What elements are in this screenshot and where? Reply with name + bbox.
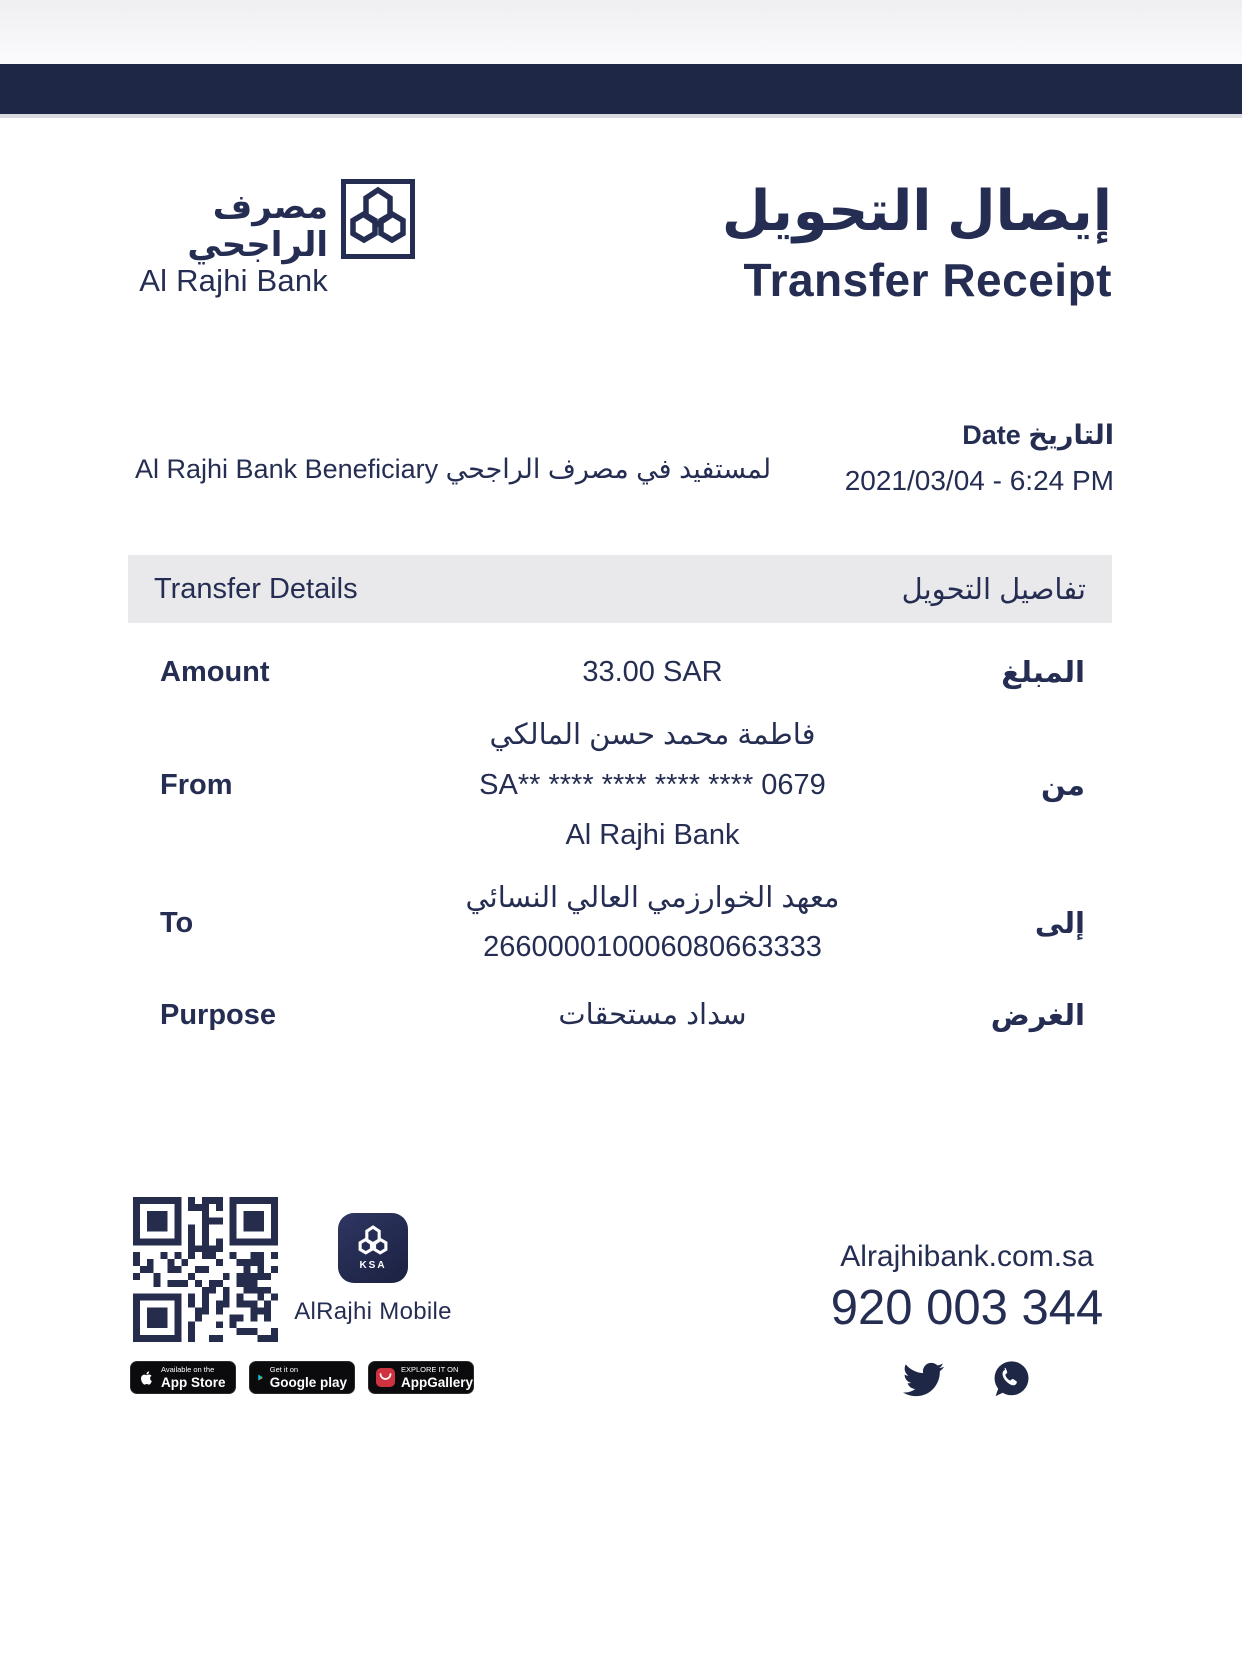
bank-emblem-icon [340,178,416,260]
huawei-appgallery-icon [376,1368,395,1387]
beneficiary-account-number: 266000010006080663333 [483,931,822,963]
from-row [128,710,1112,860]
googleplay-badge[interactable] [249,1361,355,1394]
app-emblem-icon [353,1225,393,1259]
ksa-badge: KSA [359,1260,387,1271]
qr-code [133,1197,278,1342]
date-block [845,420,1114,498]
date-label: التاريخ Date [962,420,1114,450]
amount-label-en: Amount [160,655,270,688]
logo-text [128,180,328,296]
to-row [128,874,1112,972]
website-link[interactable]: Alrajhibank.com.sa [840,1240,1094,1273]
purpose-value: سداد مستحقات [558,999,747,1031]
contact-block [817,1240,1117,1400]
receipt-title-arabic: إيصال التحويل [721,179,1112,242]
from-label-ar: من [1040,769,1085,802]
purpose-label-ar: الغرض [990,999,1085,1032]
amount-row [128,646,1112,698]
social-icons-row [817,1358,1117,1400]
appgallery-badge-top: EXPLORE IT ON [401,1364,459,1374]
amount-label-ar: المبلغ [1001,656,1085,689]
beneficiary-name: معهد الخوارزمي العالي النسائي [465,882,840,914]
whatsapp-icon[interactable] [990,1358,1032,1400]
to-value [420,874,885,972]
sender-bank: Al Rajhi Bank [565,819,740,851]
google-play-icon [257,1369,264,1386]
app-name-label: AlRajhi Mobile [294,1298,452,1325]
twitter-icon[interactable] [903,1359,944,1400]
appstore-badge-bottom: App Store [161,1374,226,1390]
appstore-badge[interactable] [130,1361,236,1394]
top-strip [0,0,1242,64]
al-rajhi-logo [128,180,416,296]
amount-value: 33.00 SAR [582,656,723,688]
logo-english-text: Al Rajhi Bank [139,263,328,298]
logo-arabic-text: مصرف الراجحي [187,188,328,264]
googleplay-badge-bottom: Google play [269,1374,347,1390]
sender-name: فاطمة محمد حسن المالكي [489,719,816,751]
appgallery-badge[interactable] [368,1361,474,1394]
googleplay-badge-top: Get it on [269,1364,299,1374]
receipt-title-english: Transfer Receipt [743,254,1112,306]
details-header-english: Transfer Details [154,572,358,605]
from-value [420,710,885,860]
to-label-ar: إلى [1034,907,1085,940]
details-header-arabic: تفاصيل التحويل [901,573,1086,606]
sender-masked-iban: SA** **** **** **** **** 0679 [479,769,826,801]
appstore-badge-top: Available on the [161,1364,215,1374]
store-badges-row [130,1361,474,1394]
appgallery-badge-bottom: AppGallery [401,1374,474,1390]
purpose-label-en: Purpose [160,998,277,1031]
phone-number: 920 003 344 [830,1281,1104,1335]
transfer-details-header [128,555,1112,623]
alrajhi-mobile-app-icon[interactable] [338,1213,408,1283]
from-label-en: From [160,768,233,801]
header-bar [0,64,1242,118]
purpose-row [128,990,1112,1040]
beneficiary-note: Al Rajhi Bank Beneficiary لمستفيد في مصرف الراجحي [135,454,772,484]
apple-icon [138,1368,155,1388]
to-label-en: To [160,906,194,939]
receipt-titles [722,178,1112,306]
date-value: 2021/03/04 - 6:24 PM [844,465,1114,496]
